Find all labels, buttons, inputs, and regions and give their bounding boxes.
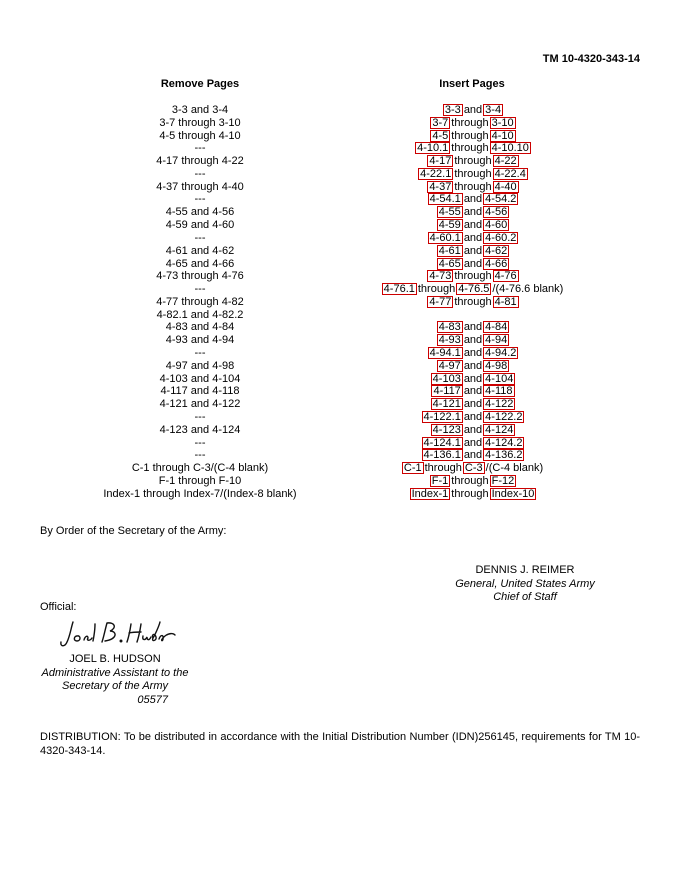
insert-page-number: 3-4 xyxy=(485,104,502,116)
insert-connector: and xyxy=(463,385,483,397)
insert-pages-cell xyxy=(330,360,616,373)
official-signer-title-cont: Secretary of the Army xyxy=(62,680,168,692)
official-signer-title: Administrative Assistant to the xyxy=(41,666,189,679)
signer-position: Chief of Staff xyxy=(493,591,557,603)
insert-connector: and xyxy=(463,437,483,449)
insert-connector: through xyxy=(424,462,462,474)
remove-pages-cell: 4-5 through 4-10 xyxy=(159,130,241,142)
official-signer-block xyxy=(40,653,190,707)
insert-connector: and xyxy=(463,360,483,372)
insert-page-number: 4-40 xyxy=(494,181,517,193)
insert-page-number: 4-60.2 xyxy=(485,232,517,244)
table-row xyxy=(0,283,680,296)
insert-page-number: 4-124 xyxy=(485,424,514,436)
remove-pages-cell: 4-123 and 4-124 xyxy=(159,424,241,436)
remove-pages-cell: 4-65 and 4-66 xyxy=(165,258,235,270)
table-row xyxy=(0,155,680,168)
table-row xyxy=(0,219,680,232)
remove-pages-cell: --- xyxy=(194,232,206,244)
insert-pages-cell xyxy=(330,398,616,411)
insert-page-number: 3-7 xyxy=(432,117,449,129)
table-row xyxy=(0,347,680,360)
insert-page-number: 4-10 xyxy=(491,130,514,142)
remove-pages-cell: --- xyxy=(194,437,206,449)
remove-pages-cell: 3-3 and 3-4 xyxy=(171,104,229,116)
insert-page-number: 4-73 xyxy=(429,270,452,282)
insert-connector: and xyxy=(463,232,483,244)
insert-page-number: 4-22.1 xyxy=(420,168,452,180)
insert-page-number: 4-136.2 xyxy=(485,449,523,461)
insert-connector: through xyxy=(454,270,492,282)
table-row xyxy=(0,168,680,181)
insert-connector: and xyxy=(463,334,483,346)
table-row xyxy=(0,411,680,424)
insert-connector: through xyxy=(451,475,489,487)
insert-pages-cell xyxy=(330,488,616,501)
signature-graphic xyxy=(55,614,180,652)
insert-page-number: 4-22.4 xyxy=(494,168,526,180)
insert-connector: and xyxy=(463,219,483,231)
table-row xyxy=(0,270,680,283)
table-row xyxy=(0,245,680,258)
remove-pages-cell: 4-55 and 4-56 xyxy=(165,206,235,218)
insert-pages-cell xyxy=(330,411,616,424)
insert-page-number: 4-22 xyxy=(494,155,517,167)
insert-page-number: 4-124.1 xyxy=(423,437,461,449)
remove-pages-cell: 4-93 and 4-94 xyxy=(165,334,235,346)
insert-connector: through xyxy=(454,181,492,193)
insert-pages-cell xyxy=(330,232,616,245)
remove-pages-heading: Remove Pages xyxy=(160,78,240,90)
table-row xyxy=(0,385,680,398)
remove-pages-cell: 4-82.1 and 4-82.2 xyxy=(156,309,244,321)
insert-connector: through xyxy=(451,142,489,154)
remove-pages-cell: 3-7 through 3-10 xyxy=(159,117,241,129)
insert-page-number: 3-3 xyxy=(444,104,461,116)
insert-pages-cell xyxy=(330,296,616,309)
insert-connector: /(C-4 blank) xyxy=(485,462,544,474)
document-id: TM 10-4320-343-14 xyxy=(542,53,640,65)
table-row xyxy=(0,206,680,219)
insert-page-number: 4-98 xyxy=(485,360,508,372)
insert-page-number: 4-62 xyxy=(485,245,508,257)
remove-pages-cell: --- xyxy=(194,193,206,205)
insert-connector: and xyxy=(463,411,483,423)
table-row xyxy=(0,462,680,475)
remove-pages-cell: 4-103 and 4-104 xyxy=(159,373,241,385)
insert-pages-cell xyxy=(330,270,616,283)
insert-pages-cell xyxy=(330,142,616,155)
table-row xyxy=(0,117,680,130)
insert-page-number: 4-122.1 xyxy=(423,411,461,423)
insert-page-number: 4-124.2 xyxy=(485,437,523,449)
insert-connector: through xyxy=(417,283,456,295)
insert-page-number: 4-10.10 xyxy=(491,142,529,154)
remove-pages-cell: 4-117 and 4-118 xyxy=(160,385,240,397)
remove-pages-cell: 4-83 and 4-84 xyxy=(165,321,235,333)
insert-connector: through xyxy=(454,168,492,180)
remove-pages-cell: 4-59 and 4-60 xyxy=(165,219,235,231)
insert-page-number: 4-60 xyxy=(485,219,508,231)
insert-page-number: 4-54.2 xyxy=(485,193,517,205)
insert-page-number: 4-76 xyxy=(494,270,517,282)
table-row xyxy=(0,475,680,488)
remove-pages-cell: C-1 through C-3/(C-4 blank) xyxy=(131,462,269,474)
insert-connector: and xyxy=(463,398,483,410)
signer-title: General, United States Army xyxy=(455,577,595,590)
remove-pages-cell: 4-61 and 4-62 xyxy=(165,245,235,257)
signer-name: DENNIS J. REIMER xyxy=(475,564,575,576)
table-row xyxy=(0,193,680,206)
insert-connector: and xyxy=(463,449,483,461)
insert-page-number: 4-77 xyxy=(429,296,452,308)
table-row xyxy=(0,398,680,411)
remove-pages-cell: --- xyxy=(194,283,206,295)
insert-connector: and xyxy=(463,245,483,257)
remove-pages-cell: F-1 through F-10 xyxy=(158,475,242,487)
insert-page-number: 4-122.2 xyxy=(485,411,523,423)
remove-pages-cell: 4-73 through 4-76 xyxy=(156,270,244,282)
insert-page-number: 4-37 xyxy=(429,181,452,193)
remove-pages-cell: 4-37 through 4-40 xyxy=(156,181,244,193)
insert-page-number: F-12 xyxy=(491,475,515,487)
insert-page-number: 4-93 xyxy=(438,334,461,346)
insert-page-number: 4-123 xyxy=(432,424,461,436)
remove-pages-cell: --- xyxy=(194,142,206,154)
insert-page-number: 4-94 xyxy=(485,334,508,346)
insert-connector: and xyxy=(463,258,483,270)
insert-pages-cell xyxy=(330,347,616,360)
remove-pages-cell: 4-121 and 4-122 xyxy=(159,398,241,410)
by-order-line: By Order of the Secretary of the Army: xyxy=(40,525,227,537)
insert-connector: and xyxy=(463,104,483,116)
insert-page-number: 4-117 xyxy=(433,385,461,397)
insert-pages-cell xyxy=(330,475,616,488)
insert-page-number: C-1 xyxy=(403,462,422,474)
insert-connector: through xyxy=(454,296,492,308)
remove-pages-cell: --- xyxy=(194,411,206,423)
table-row xyxy=(0,142,680,155)
insert-pages-cell xyxy=(330,462,616,475)
remove-pages-cell: 4-97 and 4-98 xyxy=(165,360,235,372)
insert-pages-cell xyxy=(330,449,616,462)
insert-page-number: 4-10.1 xyxy=(417,142,449,154)
insert-connector: through xyxy=(451,117,489,129)
insert-page-number: 4-76.1 xyxy=(383,283,415,295)
remove-pages-cell: --- xyxy=(194,449,206,461)
insert-page-number: 3-10 xyxy=(491,117,514,129)
insert-page-number: 4-66 xyxy=(485,258,508,270)
insert-pages-cell xyxy=(330,321,616,334)
insert-page-number: Index-1 xyxy=(411,488,449,500)
insert-connector: through xyxy=(451,488,489,500)
insert-pages-cell xyxy=(330,117,616,130)
insert-page-number: 4-121 xyxy=(432,398,461,410)
table-row xyxy=(0,360,680,373)
insert-connector: and xyxy=(463,321,483,333)
insert-pages-cell xyxy=(330,168,616,181)
insert-page-number: 4-17 xyxy=(429,155,452,167)
insert-connector: and xyxy=(463,193,483,205)
insert-page-number: 4-94.1 xyxy=(429,347,461,359)
insert-page-number: 4-76.5 xyxy=(458,283,490,295)
insert-page-number: 4-122 xyxy=(485,398,514,410)
table-row xyxy=(0,449,680,462)
insert-page-number: 4-54.1 xyxy=(429,193,461,205)
insert-pages-heading: Insert Pages xyxy=(439,78,505,90)
table-row xyxy=(0,232,680,245)
insert-page-number: 4-59 xyxy=(438,219,461,231)
insert-page-number: 4-81 xyxy=(494,296,517,308)
insert-connector: /(4-76.6 blank) xyxy=(492,283,564,295)
insert-page-number: 4-136.1 xyxy=(423,449,461,461)
insert-pages-cell xyxy=(330,245,616,258)
insert-pages-cell xyxy=(330,104,616,117)
remove-pages-cell: Index-1 through Index-7/(Index-8 blank) xyxy=(103,488,297,500)
insert-page-number: F-1 xyxy=(431,475,449,487)
insert-connector: and xyxy=(463,347,483,359)
insert-page-number: 4-56 xyxy=(485,206,508,218)
insert-connector: through xyxy=(451,130,489,142)
insert-pages-cell xyxy=(330,283,616,296)
table-row xyxy=(0,334,680,347)
insert-page-number: 4-60.1 xyxy=(429,232,461,244)
insert-pages-cell xyxy=(330,424,616,437)
insert-connector: and xyxy=(463,424,483,436)
insert-page-number: 4-84 xyxy=(485,321,508,333)
insert-page-number: 4-94.2 xyxy=(485,347,517,359)
distribution-statement: DISTRIBUTION: To be distributed in accordance with the Initial Distribution Number (IDN)256145, requirements for TM 10-4320-343-14. xyxy=(40,731,640,757)
table-row xyxy=(0,321,680,334)
insert-pages-cell xyxy=(330,385,616,398)
handwritten-signature xyxy=(55,614,180,655)
insert-pages-cell xyxy=(330,155,616,168)
remove-pages-cell: 4-17 through 4-22 xyxy=(156,155,244,167)
insert-page-number: 4-104 xyxy=(485,373,514,385)
insert-page-number: 4-103 xyxy=(432,373,461,385)
remove-pages-cell: --- xyxy=(194,347,206,359)
insert-page-number: Index-10 xyxy=(491,488,535,500)
insert-page-number: 4-97 xyxy=(438,360,461,372)
insert-connector: through xyxy=(454,155,492,167)
insert-page-number: 4-65 xyxy=(438,258,461,270)
insert-page-number: 4-5 xyxy=(432,130,449,142)
insert-pages-cell xyxy=(330,193,616,206)
insert-page-number: 4-55 xyxy=(438,206,461,218)
signer-block xyxy=(420,564,630,605)
table-row xyxy=(0,296,680,309)
official-signer-name: JOEL B. HUDSON xyxy=(69,653,161,665)
table-row xyxy=(0,488,680,501)
insert-pages-cell xyxy=(330,334,616,347)
remove-pages-cell: 4-77 through 4-82 xyxy=(156,296,244,308)
remove-pages-cell: --- xyxy=(194,168,206,180)
insert-connector: and xyxy=(463,373,483,385)
insert-pages-cell xyxy=(330,206,616,219)
table-row xyxy=(0,424,680,437)
insert-page-number: C-3 xyxy=(464,462,483,474)
official-label: Official: xyxy=(40,601,77,613)
insert-page-number: 4-83 xyxy=(438,321,461,333)
table-row xyxy=(0,104,680,117)
insert-connector: and xyxy=(463,206,483,218)
insert-page-number: 4-118 xyxy=(485,385,513,397)
official-signer-code: 05577 xyxy=(137,693,168,706)
insert-pages-cell xyxy=(330,219,616,232)
insert-page-number: 4-61 xyxy=(438,245,461,257)
